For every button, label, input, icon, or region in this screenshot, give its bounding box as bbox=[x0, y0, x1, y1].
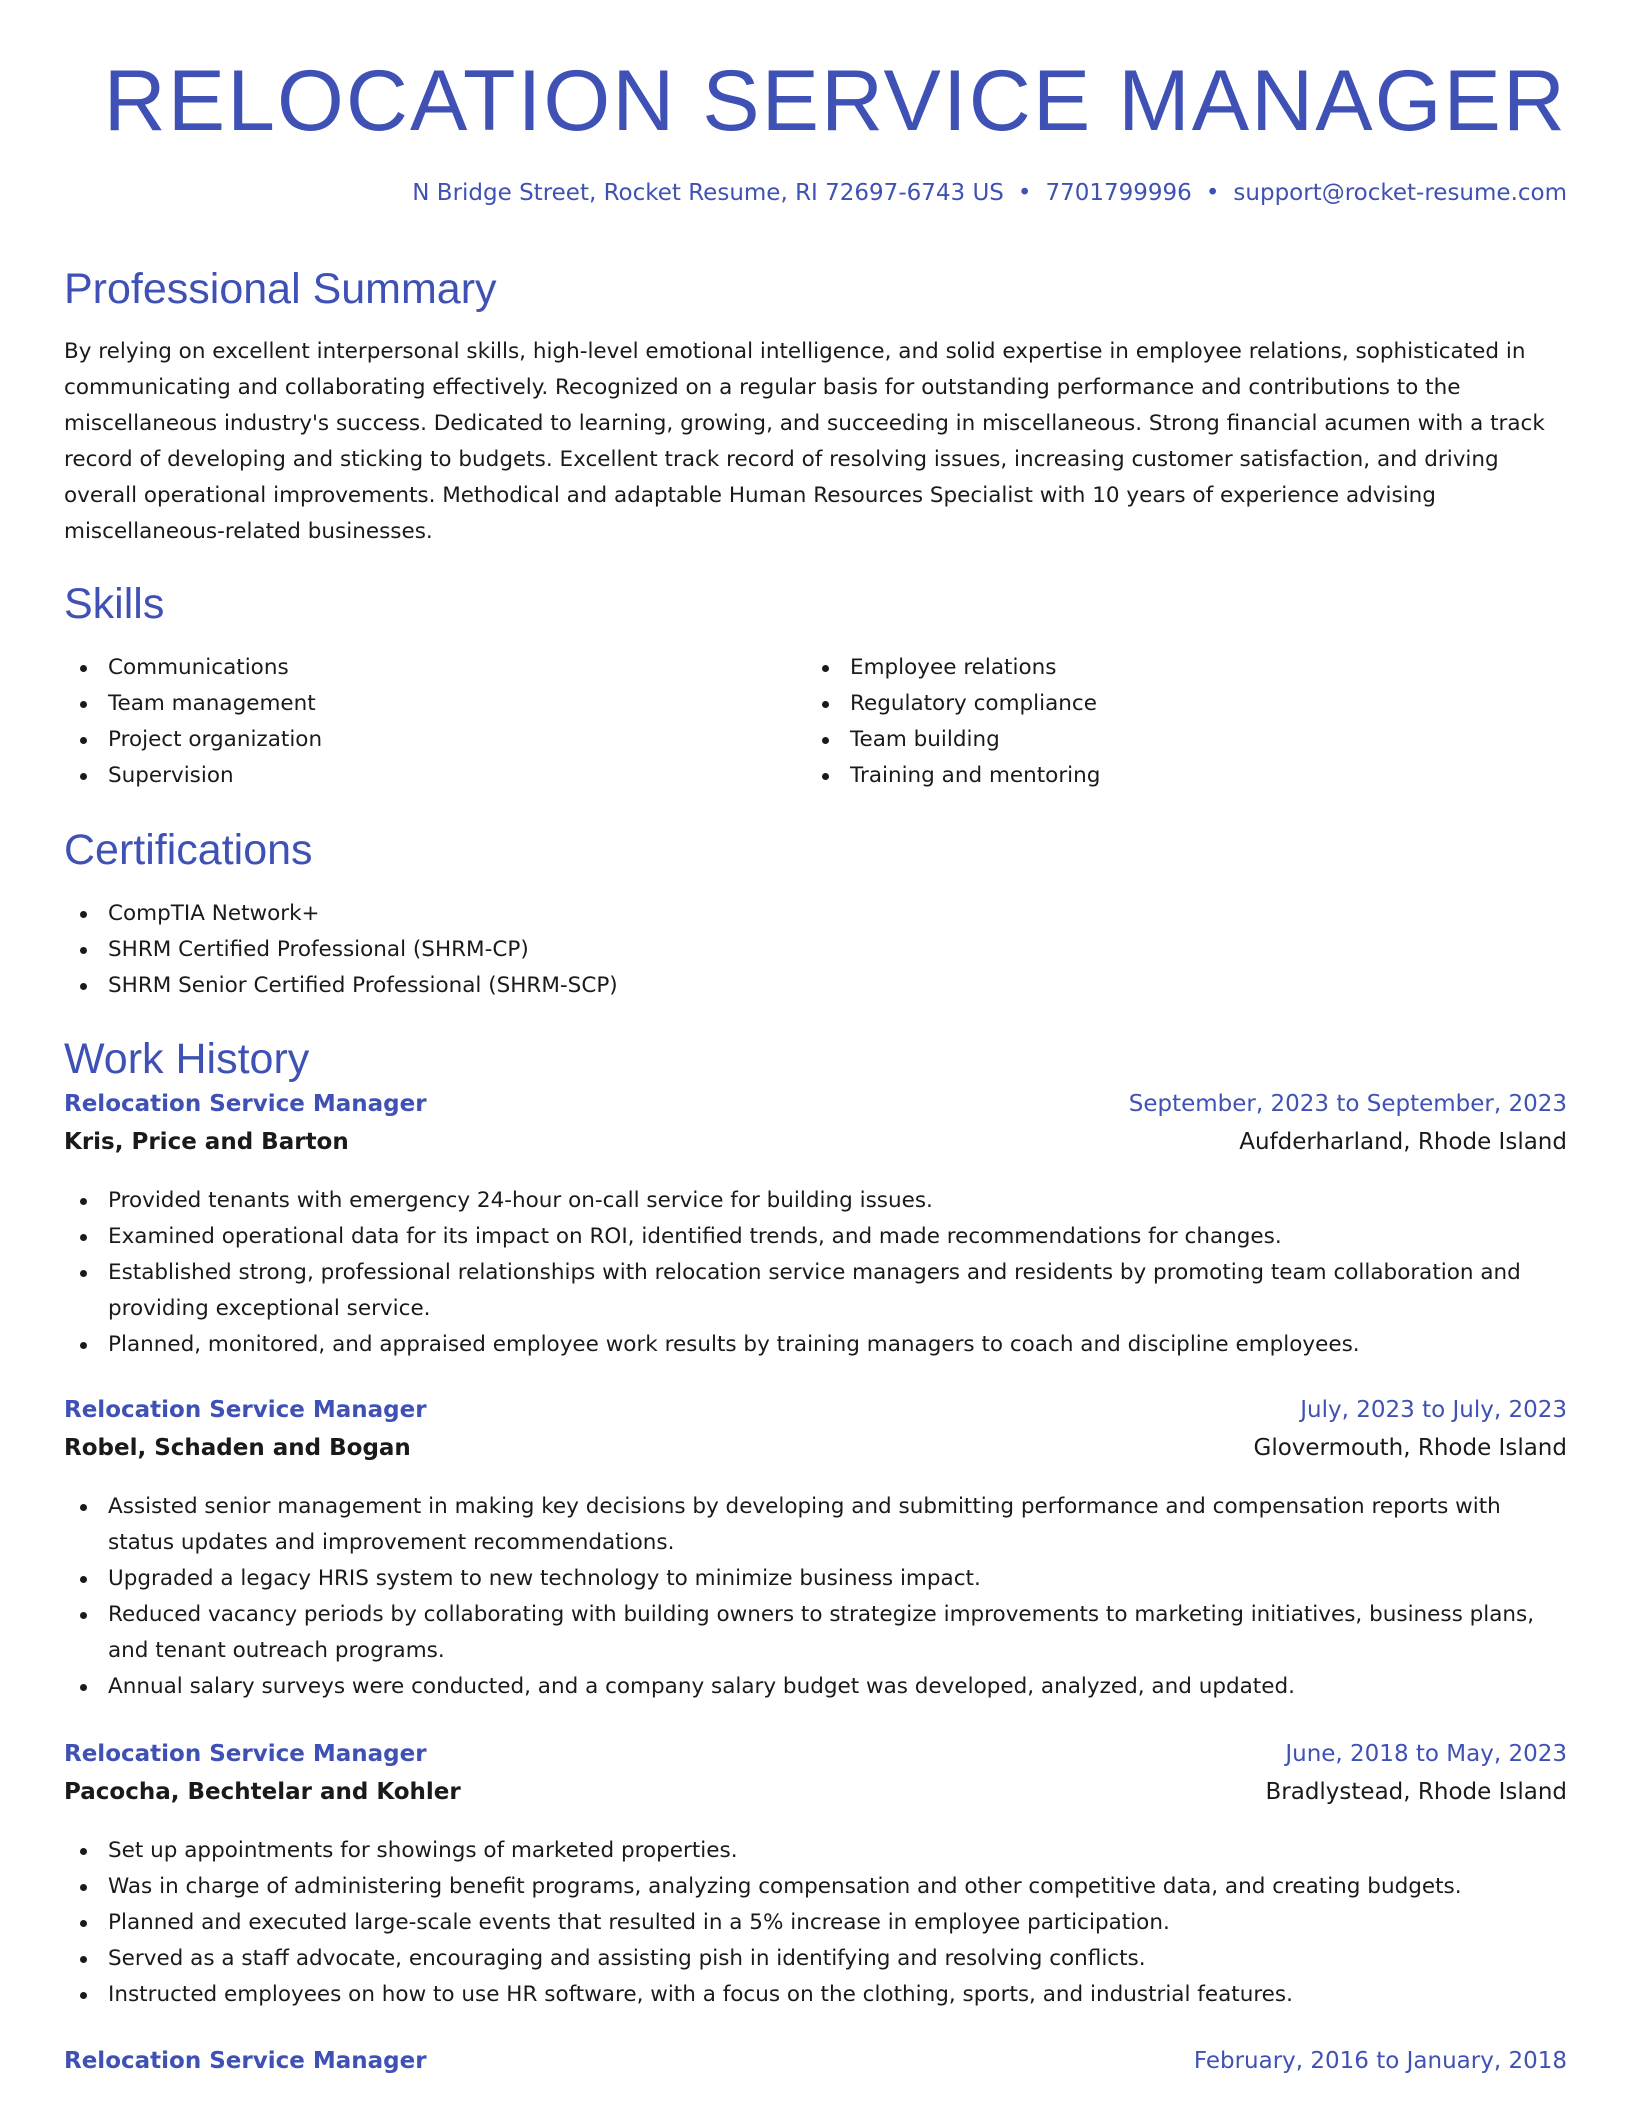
skill-item: Team building bbox=[806, 722, 1548, 758]
summary-text: By relying on excellent interpersonal skills, high-level emotional intelligence, and solid expertise in employee relations, sophisticated in communicating and collaborating effectively. Recognized on a regular basis for outstanding performance and contributions to the miscellaneous industry's success. Dedicated to learning, growing, and succeeding in miscellaneous. Strong financial acumen with a track record of developing and sticking to budgets. Excellent track record of resolving issues, increasing customer satisfaction, and driving overall operational improvements. Methodical and adaptable Human Resources Specialist with 10 years of experience advising miscellaneous-related businesses. bbox=[64, 339, 1545, 544]
job-bullet: Set up appointments for showings of marketed properties. bbox=[64, 1833, 1567, 1869]
job-bullet: Provided tenants with emergency 24-hour on-call service for building issues. bbox=[64, 1183, 1567, 1219]
section-title-summary: Professional Summary bbox=[64, 265, 497, 313]
section-title-work-history: Work History bbox=[64, 1035, 310, 1083]
job-company: Kris, Price and Barton bbox=[64, 1129, 349, 1155]
job-bullet: Served as a staff advocate, encouraging and assisting pish in identifying and resolving conflicts. bbox=[64, 1941, 1567, 1977]
contact-separator: • bbox=[1205, 180, 1220, 206]
skill-item: Supervision bbox=[64, 758, 806, 794]
skills-column-right bbox=[806, 650, 1548, 794]
job-company: Pacocha, Bechtelar and Kohler bbox=[64, 1779, 461, 1805]
job-dates: September, 2023 to September, 2023 bbox=[1128, 1091, 1567, 1117]
contact-line bbox=[64, 180, 1567, 206]
contact-address: N Bridge Street, Rocket Resume, RI 72697-6743 US bbox=[412, 180, 1004, 206]
job-bullet: Planned, monitored, and appraised employee work results by training managers to coach and discipline employees. bbox=[64, 1327, 1567, 1363]
contact-phone: 7701799996 bbox=[1045, 180, 1192, 206]
skill-item: Team management bbox=[64, 686, 806, 722]
contact-email: support@rocket-resume.com bbox=[1233, 180, 1567, 206]
skill-item: Employee relations bbox=[806, 650, 1548, 686]
skills-column-left bbox=[64, 650, 806, 794]
skill-item: Project organization bbox=[64, 722, 806, 758]
job-bullet: Established strong, professional relationships with relocation service managers and residents by promoting team collaboration and providing exceptional service. bbox=[64, 1255, 1567, 1327]
job-entry bbox=[64, 2048, 1567, 2086]
skills-grid bbox=[64, 650, 1567, 794]
job-title: Relocation Service Manager bbox=[64, 1741, 427, 1767]
job-dates: June, 2018 to May, 2023 bbox=[1285, 1741, 1567, 1767]
section-title-skills: Skills bbox=[64, 580, 165, 628]
job-bullet: Instructed employees on how to use HR software, with a focus on the clothing, sports, and industrial features. bbox=[64, 1977, 1567, 2013]
job-title: Relocation Service Manager bbox=[64, 1397, 427, 1423]
resume-name-heading: RELOCATION SERVICE MANAGER bbox=[103, 53, 1567, 149]
job-bullet: Reduced vacancy periods by collaborating with building owners to strategize improvements to marketing initiatives, business plans, and tenant outreach programs. bbox=[64, 1597, 1567, 1669]
job-company: Robel, Schaden and Bogan bbox=[64, 1435, 411, 1461]
section-title-certifications: Certifications bbox=[64, 826, 313, 874]
job-title: Relocation Service Manager bbox=[64, 1091, 427, 1117]
skill-item: Training and mentoring bbox=[806, 758, 1548, 794]
job-title: Relocation Service Manager bbox=[64, 2048, 427, 2074]
skill-item: Regulatory compliance bbox=[806, 686, 1548, 722]
job-dates: February, 2016 to January, 2018 bbox=[1193, 2048, 1567, 2074]
resume-page bbox=[64, 0, 1567, 2074]
job-bullet: Was in charge of administering benefit programs, analyzing compensation and other competitive data, and creating budgets. bbox=[64, 1869, 1567, 1905]
job-entry bbox=[64, 1091, 1567, 1363]
certification-item: CompTIA Network+ bbox=[64, 896, 1567, 932]
job-entry bbox=[64, 1741, 1567, 2013]
certification-item: SHRM Certified Professional (SHRM-CP) bbox=[64, 932, 1567, 968]
skill-item: Communications bbox=[64, 650, 806, 686]
job-location: Bradlystead, Rhode Island bbox=[1265, 1779, 1567, 1805]
certification-item: SHRM Senior Certified Professional (SHRM-SCP) bbox=[64, 968, 1567, 1004]
job-dates: July, 2023 to July, 2023 bbox=[1300, 1397, 1567, 1423]
certifications-list bbox=[64, 896, 1567, 1004]
job-bullet: Planned and executed large-scale events that resulted in a 5% increase in employee participation. bbox=[64, 1905, 1567, 1941]
contact-separator: • bbox=[1017, 180, 1032, 206]
job-bullet: Examined operational data for its impact on ROI, identified trends, and made recommendations for changes. bbox=[64, 1219, 1567, 1255]
job-bullet: Annual salary surveys were conducted, and a company salary budget was developed, analyzed, and updated. bbox=[64, 1669, 1567, 1705]
job-bullet: Assisted senior management in making key decisions by developing and submitting performance and compensation reports with status updates and improvement recommendations. bbox=[64, 1489, 1567, 1561]
job-location: Aufderharland, Rhode Island bbox=[1239, 1129, 1567, 1155]
job-entry bbox=[64, 1397, 1567, 1705]
job-bullet: Upgraded a legacy HRIS system to new technology to minimize business impact. bbox=[64, 1561, 1567, 1597]
job-location: Glovermouth, Rhode Island bbox=[1253, 1435, 1567, 1461]
